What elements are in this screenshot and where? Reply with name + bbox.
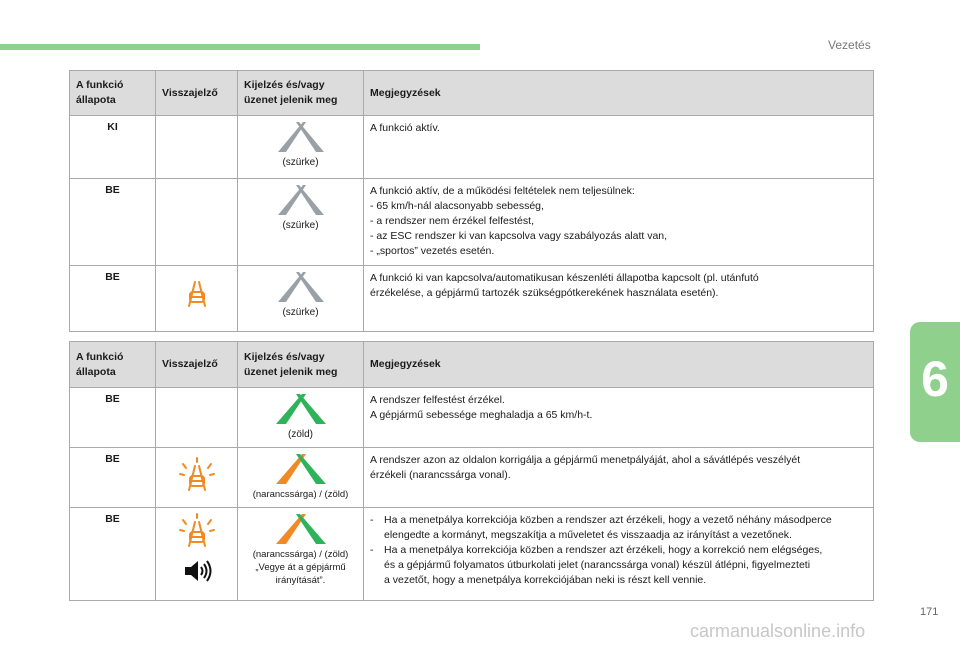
note-line: A funkció ki van kapcsolva/automatikusan készenléti állapotba kapcsolt (pl. utánfutó <box>370 272 759 284</box>
header-display: Kijelzés és/vagy üzenet jelenik meg <box>238 71 364 116</box>
note-line: A rendszer felfestést érzékel. <box>370 394 505 406</box>
display-cell <box>238 508 364 601</box>
lane-lines-orange-green-icon <box>256 512 346 546</box>
chapter-number: 6 <box>921 351 949 407</box>
display-cell <box>238 266 364 332</box>
notes-cell <box>364 448 874 508</box>
note-line: A funkció aktív, de a működési feltételek nem teljesülnek: <box>370 185 635 197</box>
display-cell <box>238 179 364 266</box>
notes-cell <box>364 508 874 601</box>
indicator-cell <box>156 266 238 332</box>
note-line: Ha a menetpálya korrekciója közben a rendszer azt érzékeli, hogy a korrekció nem elégséges, <box>384 544 823 556</box>
state-cell: BE <box>70 179 156 266</box>
note-line: A funkció aktív. <box>370 122 440 134</box>
header-indicator: Visszajelző <box>156 342 238 388</box>
indicator-cell <box>156 388 238 448</box>
watermark: carmanualsonline.info <box>690 621 866 641</box>
display-cell <box>238 448 364 508</box>
display-caption: (narancssárga) / (zöld) <box>252 549 349 560</box>
lane-lines-green-icon <box>256 392 346 426</box>
header-state: A funkció állapota <box>70 71 156 116</box>
top-accent-bar <box>0 44 480 50</box>
status-table-1 <box>69 70 874 332</box>
note-line: elengedte a kormányt, megszakítja a műveletet és visszaadja az irányítást a vezetőnek. <box>384 529 792 541</box>
status-table-2 <box>69 341 874 601</box>
display-caption: (narancssárga) / (zöld) <box>252 489 349 500</box>
note-line: és a gépjármű folyamatos útburkolati jelet (narancssárga vonal) készül átlépni, figyelmezteti <box>384 559 811 571</box>
notes-cell <box>364 179 874 266</box>
note-line: - 65 km/h-nál alacsonyabb sebesség, <box>370 200 544 212</box>
lane-lines-grey-icon <box>256 183 346 217</box>
state-cell: BE <box>70 266 156 332</box>
display-message: „Vegye át a gépjármű <box>255 562 346 573</box>
indicator-cell <box>156 508 238 601</box>
section-title: Vezetés <box>828 38 871 52</box>
note-line: érzékeli (narancssárga vonal). <box>370 469 511 481</box>
state-cell: BE <box>70 388 156 448</box>
header-indicator: Visszajelző <box>156 71 238 116</box>
note-line: - a rendszer nem érzékel felfestést, <box>370 215 534 227</box>
table-row <box>70 179 874 266</box>
speaker-sound-icon <box>182 558 212 584</box>
display-caption: (szürke) <box>282 307 319 318</box>
note-bullet <box>370 543 867 588</box>
lane-keep-car-orange-icon <box>177 276 217 312</box>
table-row <box>70 508 874 601</box>
display-caption: (szürke) <box>282 157 319 168</box>
bullet-dash: - <box>370 514 374 526</box>
state-cell: KI <box>70 116 156 179</box>
chapter-tab <box>910 322 960 442</box>
notes-cell <box>364 116 874 179</box>
note-line: A gépjármű sebessége meghaladja a 65 km/h-t. <box>370 409 593 421</box>
bullet-dash: - <box>370 544 374 556</box>
indicator-cell <box>156 179 238 266</box>
note-line: - „sportos” vezetés esetén. <box>370 245 495 257</box>
display-cell <box>238 116 364 179</box>
notes-cell <box>364 266 874 332</box>
table-row <box>70 266 874 332</box>
table-row <box>70 448 874 508</box>
header-state: A funkció állapota <box>70 342 156 388</box>
page-number: 171 <box>920 606 939 618</box>
header-display: Kijelzés és/vagy üzenet jelenik meg <box>238 342 364 388</box>
note-line: - az ESC rendszer ki van kapcsolva vagy szabályozás alatt van, <box>370 230 668 242</box>
note-bullet <box>370 513 867 543</box>
lane-keep-active-orange-icon <box>177 512 217 552</box>
note-line: Ha a menetpálya korrekciója közben a rendszer azt érzékeli, hogy a vezető néhány másodperce <box>384 514 832 526</box>
header-notes: Megjegyzések <box>364 71 874 116</box>
note-line: érzékelése, a gépjármű tartozék szükségpótkerekének használata esetén). <box>370 287 719 299</box>
notes-cell <box>364 388 874 448</box>
display-cell <box>238 388 364 448</box>
state-cell: BE <box>70 508 156 601</box>
display-message: irányítását”. <box>275 575 326 586</box>
note-line: A rendszer azon az oldalon korrigálja a gépjármű menetpályáját, ahol a sávátlépés veszélyét <box>370 454 801 466</box>
display-caption: (szürke) <box>282 220 319 231</box>
lane-keep-active-orange-icon <box>177 456 217 496</box>
header-notes: Megjegyzések <box>364 342 874 388</box>
display-caption: (zöld) <box>287 429 313 440</box>
lane-lines-orange-green-icon <box>256 452 346 486</box>
state-cell: BE <box>70 448 156 508</box>
table-header-row <box>70 71 874 116</box>
lane-lines-grey-icon <box>256 270 346 304</box>
table-row <box>70 388 874 448</box>
lane-lines-grey-icon <box>256 120 346 154</box>
table-row <box>70 116 874 179</box>
indicator-cell <box>156 116 238 179</box>
note-line: a vezetőt, hogy a menetpálya korrekciójában neki is részt kell vennie. <box>384 574 707 586</box>
table-header-row <box>70 342 874 388</box>
indicator-cell <box>156 448 238 508</box>
